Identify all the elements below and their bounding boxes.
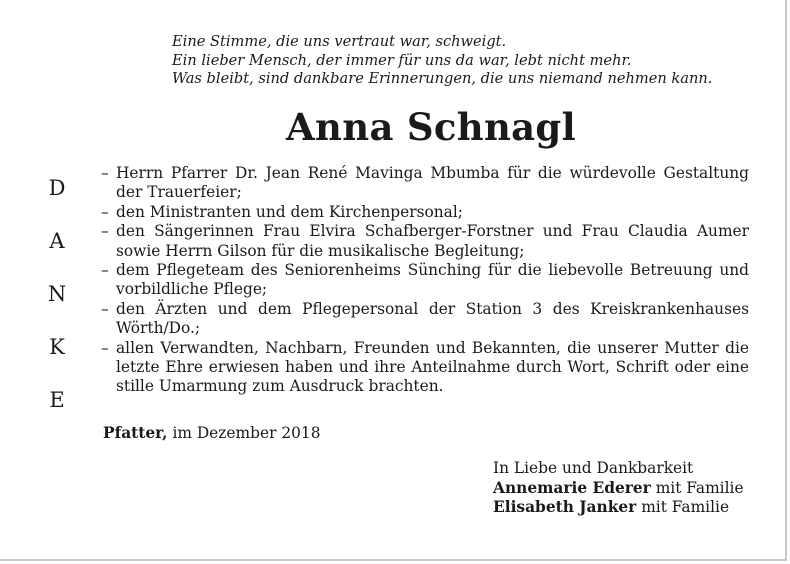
list-dash: – <box>101 222 109 241</box>
thanks-item-text: den Ministranten und dem Kirchenpersonal; <box>116 202 463 221</box>
thanks-list <box>101 164 749 397</box>
mourner-suffix: mit Familie <box>655 478 744 497</box>
place-date <box>103 423 320 443</box>
poem <box>172 33 772 89</box>
mourner-name: Annemarie Ederer <box>493 478 651 497</box>
danke-vertical <box>37 162 77 427</box>
list-dash: – <box>101 202 109 221</box>
list-dash: – <box>101 261 109 280</box>
danke-letter: E <box>49 388 65 412</box>
mourner-name: Elisabeth Janker <box>493 498 637 517</box>
thanks-item-text: Herrn Pfarrer Dr. Jean René Mavinga Mbumba für die würdevolle Gestaltung der Trauerfeier; <box>116 164 749 202</box>
danke-letter: D <box>48 176 66 200</box>
thanks-item <box>101 261 749 300</box>
thanks-item-text: dem Pflegeteam des Seniorenheims Sünching für die liebevolle Betreuung und vorbildliche Pflege; <box>116 261 749 299</box>
thanks-item <box>101 222 749 261</box>
danke-letter: A <box>49 229 65 253</box>
mourner-line <box>493 479 744 499</box>
list-dash: – <box>101 299 109 318</box>
place-town: Pfatter, <box>103 424 168 442</box>
list-dash: – <box>101 164 109 182</box>
thanks-item <box>101 339 749 397</box>
thanks-item <box>101 203 749 222</box>
thanks-item-text: allen Verwandten, Nachbarn, Freunden und Bekannten, die unserer Mutter die letzte Ehre erwiesen haben und ihre Anteilnahme durch Wort, Schrift oder eine stille Umarmung zum Ausdruck brachten. <box>116 338 749 396</box>
danke-letter: K <box>49 335 65 359</box>
thanks-item <box>101 164 749 203</box>
mourner-suffix: mit Familie <box>641 498 730 517</box>
closing-block <box>493 459 744 518</box>
list-dash: – <box>101 338 109 357</box>
poem-line: Ein lieber Mensch, der immer für uns da war, lebt nicht mehr. <box>172 51 632 69</box>
thanks-item-text: den Ärzten und dem Pflegepersonal der Station 3 des Kreiskrankenhauses Wörth/Do.; <box>116 299 749 338</box>
thanks-item <box>101 300 749 339</box>
poem-line: Eine Stimme, die uns vertraut war, schweigt. <box>172 33 507 50</box>
deceased-name: Anna Schnagl <box>286 105 576 149</box>
poem-line: Was bleibt, sind dankbare Erinnerungen, die uns niemand nehmen kann. <box>172 70 713 87</box>
thanks-item-text: den Sängerinnen Frau Elvira Schafberger-Forstner und Frau Claudia Aumer sowie Herrn Gilson für die musikalische Begleitung; <box>116 222 749 260</box>
place-date-text: im Dezember 2018 <box>172 424 321 442</box>
mourner-line <box>493 498 744 518</box>
danke-letter: N <box>47 282 67 306</box>
closing-intro: In Liebe und Dankbarkeit <box>493 459 694 477</box>
